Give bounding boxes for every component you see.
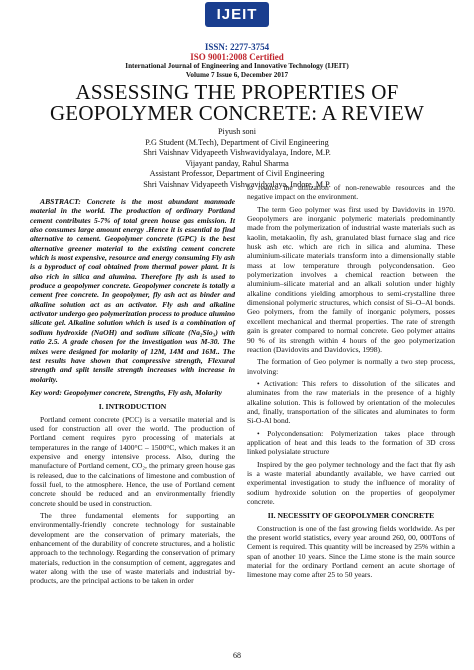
author-line: Shri Vaishnav Vidyapeeth Vishwavidyalaya, Indore, M.P. [143, 148, 331, 158]
journal-name: International Journal of Engineering and Innovative Technology (IJEIT) [125, 62, 349, 70]
body-paragraph: The three fundamental elements for supporting an environmentally-friendly concrete technology for sustainable development are the conservation of primary materials, the enhancement of the durability of concrete structures, and a holistic approach to the technology. Regarding the conservation of primary materials, reduction in the consumption of cement, aggregates and water along with the use of waste materials and industrial by-products, are the principal actions to be taken in order [30, 511, 235, 586]
body-paragraph: Construction is one of the fast growing fields worldwide. As per the present world statistics, every year around 260, 00, 000Tons of Cement is required. This quantity will be increased by 25% within a span of another 10 years. Since the Lime stone is the main source material for the ordinary Portland cement an acute shortage of limestone may come after 25 to 50 years. [247, 523, 455, 580]
author-line: Vijayant panday, Rahul Sharma [185, 158, 289, 168]
issn: ISSN: 2277-3754 [204, 42, 270, 52]
volume-issue: Volume 7 Issue 6, December 2017 [185, 71, 289, 79]
abstract: ABSTRACT: Concrete is the most abundant manmade material in the world. The production of ordinary Portland cement contributes 5-7% of total green house gas emission. It also consumes large amount energy .Hence it is essential to find alternative to cement. Geopolymer concrete (GPC) is the best alternative greener material to the existing cement concrete which is most expensive, resource and energy consuming Fly ash is a byproduct of coal obtained from thermal power plant. It is also rich in silica and alumina. Therefore fly ash is used to produce a geopolymer concrete. Geopolymer concrete is totally a cement free concrete. In geopolymer, fly ash act as binder and alkaline solution act as an activator. Fly ash and alkaline activator undergo geo polymerization process to produce alumino silicate gel. Alkaline solution which is used is a combination of sodium hydroxide (NaOH) and sodium silicate (Na₂Sio₃) with ratio 2.5. A grade chosen for the investigation was M-30. The mixes were designed for molarity of 12M, 14M and 16M.. The test results have shown that compressive strength, Flexural strength and split tensile strength increases with increase in molarity. [30, 197, 235, 384]
body-paragraph: The term Geo polymer was first used by Davidovits in 1970. Geopolymers are inorganic polymeric materials predominantly made from the polymerization of industrial waste materials such as kaolin, metakaolin, fly ash, granulated blast furnace slag and rice husk ash etc. which are rich in silica and alumina. These aluminium-silicate materials transform into a dimensionally stable mass at low temperature through polycondensation. Geo polymerization involves a chemical reaction between the aluminium–silicate material and an alkali solution under highly alkaline conditions yielding amorphous to semi-crystalline three dimensional polymeric structures, which consist of Si–O–Al bonds. Geo polymers, from the family of inorganic polymers, posses excellent mechanical and thermal properties. The rate of strength gain is greater compared to normal concrete. Geo polymer attains 90 % of its strength within 4 hours of the geo polymerization reaction (Davidovits and Davidovics, 1998). [247, 204, 455, 354]
title-line-2: GEOPOLYMER CONCRETE: A REVIEW [49, 101, 425, 125]
author-line: P.G Student (M.Tech), Department of Civil Engineering [145, 137, 329, 147]
right-column [247, 183, 455, 583]
author-line: Piyush soni [218, 127, 256, 136]
keywords: Key word: Geopolymer concrete, Strengths, Fly ash, Molarity [30, 387, 222, 397]
paper-title [40, 82, 434, 124]
author-line: Shri Vaishnav Vidyapeeth Vishwavidyalaya, Indore, M.P. [143, 179, 331, 189]
journal-logo: IJEIT [205, 2, 270, 27]
body-paragraph: Inspired by the geo polymer technology and the fact that fly ash is a waste material abundantly available, we have carried out experimental investigation to study the influence of morality of sodium hydroxide solution on the properties of geopolymer concrete. [247, 459, 455, 506]
left-column [30, 197, 235, 589]
page-number: 68 [233, 651, 241, 660]
section-heading-necessity: II. NECESSITY OF GEOPOLYMER CONCRETE [267, 511, 435, 521]
journal-logo-wrap [0, 2, 474, 27]
author-line: Assistant Professor, Department of Civil Engineering [149, 169, 325, 179]
bullet-activation: • Activation: This refers to dissolution of the silicates and aluminates from the raw materials in the presence of a highly alkaline solution. This is followed by orientation of the molecules and, finally, transportation of the silicates and aluminates to form Si-O-Al bond. [247, 378, 455, 426]
iso-certification: ISO 9001:2008 Certified [190, 52, 284, 62]
author-block [0, 127, 474, 191]
body-paragraph: Portland cement concrete (PCC) is a versatile material and is used for construction all over the world. The production of Portland cement requires pyro processing of materials at temperatures in the range of 1400°C – 1500°C, which makes it an expensive and energy intensive process. Also, during the manufacture of Portland cement, CO₂, the primary green house gas is released, due to the calcinations of limestone and combustion of fossil fuel, to the atmosphere. Hence, the use of Portland cement concrete should be reduced and an environmentally friendly concrete should be used in construction. [30, 414, 235, 508]
title-line-1: ASSESSING THE PROPERTIES OF [75, 80, 399, 104]
body-paragraph: to reduce the utilization of non-renewable resources and the negative impact on the environment. [247, 183, 455, 202]
body-paragraph: The formation of Geo polymer is normally a two step process, involving: [247, 357, 455, 376]
section-heading-introduction: I. INTRODUCTION [98, 402, 167, 412]
bullet-polycondensation: • Polycondensation: Polymerization takes place through application of heat and this leads to the formation of 3D cross linked polysialate structure [247, 428, 455, 457]
